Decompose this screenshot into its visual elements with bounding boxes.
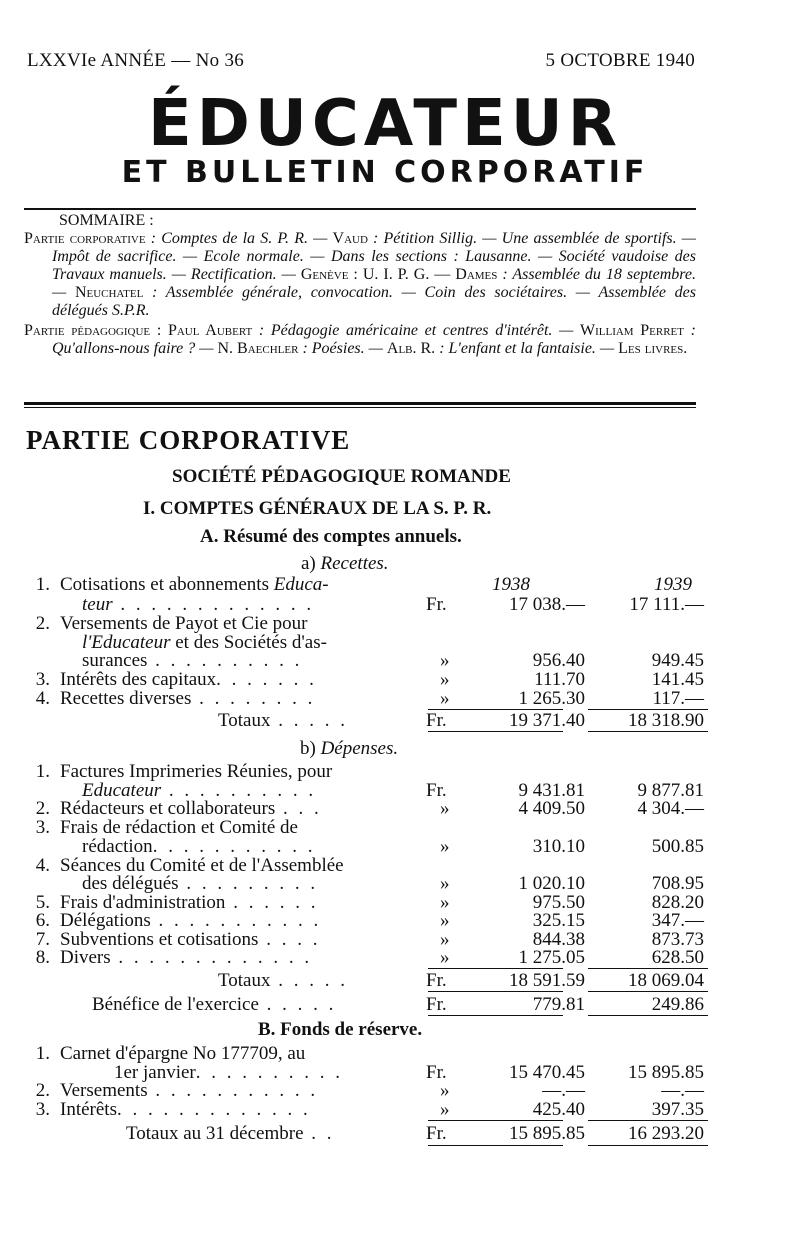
subsection-a-heading: A. Résumé des comptes annuels. [200,526,462,547]
table-row: 3. Frais de rédaction et Comité de [35,817,298,838]
table-row: l'Educateur et des Sociétés d'as- [82,632,327,653]
total-row: Totaux au 31 décembre . . Fr. 15 895.85 16 293.20 [126,1123,704,1144]
total-row: Totaux . . . . . Fr. 18 591.59 18 069.04 [218,970,704,991]
total-row: Totaux . . . . . Fr. 19 371.40 18 318.90 [218,710,704,731]
table-row: 5. Frais d'administration . . . . . . » 975.50 828.20 [35,892,704,913]
table-row: 1. Carnet d'épargne No 177709, au [35,1043,306,1064]
table-row: surances . . . . . . . . . . » 956.40 949.45 [82,650,704,671]
table-row: rédaction. . . . . . . . . . . » 310.10 500.85 [82,836,704,857]
journal-subtitle: ET BULLETIN CORPORATIF [121,155,649,190]
table-row: 8. Divers . . . . . . . . . . . . . » 1 275.05 628.50 [35,947,704,968]
issue-date: 5 OCTOBRE 1940 [545,50,695,71]
toc-partie-corporative: Partie corporative : Comptes de la S. P. R. — Vaud : Pétition Sillig. — Une assemblée de sportifs. — Impôt de sacrifice. — Ecole normale. — Dans les sections : Lausanne. — Société vaudoise des Travaux manuels. — Rectification. — Genève : U. I. P. G. — Dames : Assemblée du 18 septembre. — Neuchatel : Assemblée générale, convocation. — Coin des sociétaires. — Assemblée des délégués S.P.R. [24,230,697,319]
year-1939: 1939 [654,574,692,595]
society-heading: SOCIÉTÉ PÉDAGOGIQUE ROMANDE [172,466,511,487]
subsection-b-heading: B. Fonds de réserve. [258,1019,423,1040]
total-rule [588,1015,708,1016]
total-rule [428,1145,563,1146]
table-row: 1. Factures Imprimeries Réunies, pour [35,761,333,782]
recettes-heading: a) Recettes. [301,553,389,574]
sommaire-label: SOMMAIRE : [59,212,154,229]
total-rule [428,731,563,732]
top-rule [24,208,696,210]
total-rule [428,1015,563,1016]
total-rule [588,991,708,992]
table-row: 4. Recettes diverses . . . . . . . . » 1 265.30 117.— [35,688,704,709]
part-heading: I. COMPTES GÉNÉRAUX DE LA S. P. R. [143,498,492,519]
table-row: Educateur . . . . . . . . . . Fr. 9 431.81 9 877.81 [82,780,704,801]
table-row: 3. Intérêts des capitaux. . . . . . . » 111.70 141.45 [35,669,704,690]
table-row: 1er janvier. . . . . . . . . . Fr. 15 470.45 15 895.85 [114,1062,704,1083]
table-row: teur . . . . . . . . . . . . . Fr. 17 038.— 17 111.— [82,594,704,615]
journal-title: ÉDUCATEUR [148,87,622,161]
total-rule [428,968,563,969]
total-rule [588,1145,708,1146]
bottom-rule-2 [24,407,696,408]
benefit-row: Bénéfice de l'exercice . . . . . Fr. 779.81 249.86 [92,994,704,1015]
table-row: 2. Rédacteurs et collaborateurs . . . » 4 409.50 4 304.— [35,798,704,819]
depenses-heading: b) Dépenses. [300,738,399,759]
table-row: 1. Cotisations et abonnements Educa- 1938 1939 [35,574,692,595]
table-of-contents [24,212,696,358]
table-row: des délégués . . . . . . . . . » 1 020.10 708.95 [82,873,704,894]
table-row: 2. Versements de Payot et Cie pour [35,613,308,634]
table-row: 3. Intérêts. . . . . . . . . . . . . » 425.40 397.35 [35,1099,704,1120]
bottom-rule-1 [24,402,696,405]
table-row: 7. Subventions et cotisations . . . . » 844.38 873.73 [35,929,704,950]
table-row: 6. Délégations . . . . . . . . . . . » 325.15 347.— [35,910,704,931]
toc-partie-pedagogique: Partie pédagogique : Paul Aubert : Pédagogie américaine et centres d'intérêt. — William Perret : Qu'allons-nous faire ? — N. Baechler : Poésies. — Alb. R. : L'enfant et la fantaisie. — Les livres. [24,322,697,357]
year-1938: 1938 [492,574,530,595]
total-rule [428,991,563,992]
total-rule [588,731,708,732]
total-rule [588,1120,708,1121]
total-rule [588,968,708,969]
total-rule [428,1120,563,1121]
table-row: 4. Séances du Comité et de l'Assemblée [35,855,344,876]
section-heading: PARTIE CORPORATIVE [26,425,351,455]
issue-number: LXXVIe ANNÉE — No 36 [27,50,245,71]
table-row: 2. Versements . . . . . . . . . . . » —.— —.— [35,1080,704,1101]
